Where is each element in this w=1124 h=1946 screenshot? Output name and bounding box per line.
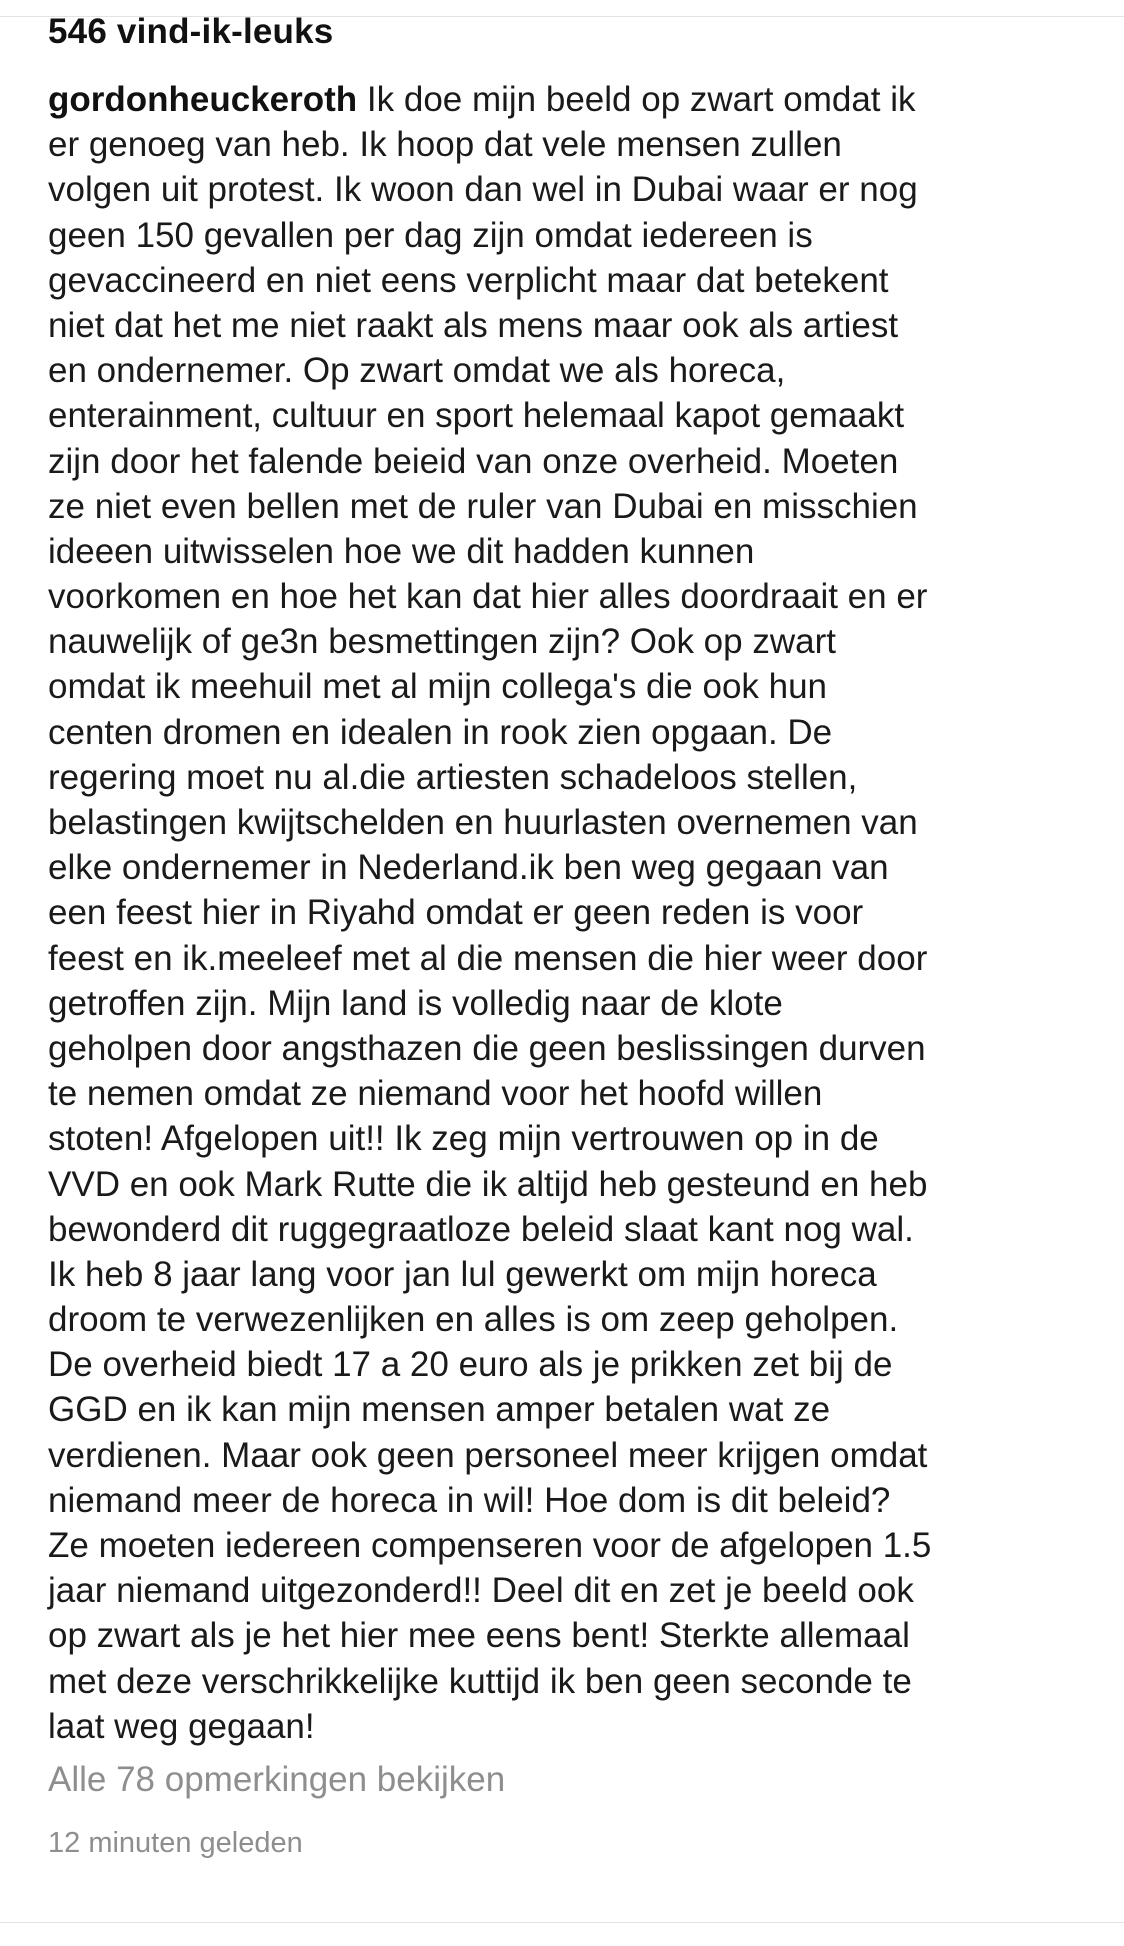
bottom-divider xyxy=(0,1922,1124,1923)
caption-line: getroffen zijn. Mijn land is volledig naar de klote xyxy=(48,983,783,1023)
caption-line: belastingen kwijtschelden en huurlasten overnemen van xyxy=(48,803,918,842)
caption-text: Ik doe mijn beeld op zwart omdat ik xyxy=(357,80,916,119)
caption-line: een feest hier in Riyahd omdat er geen reden is voor xyxy=(48,893,864,933)
caption-line: verdienen. Maar ook geen personeel meer krijgen omdat xyxy=(48,1435,928,1475)
post-caption xyxy=(48,77,1088,1749)
caption-line: De overheid biedt 17 a 20 euro als je prikken zet bij de xyxy=(48,1345,893,1385)
caption-line: voorkomen en hoe het kan dat hier alles doordraait en er xyxy=(48,577,928,617)
likes-count[interactable]: 546 vind-ik-leuks xyxy=(48,12,334,51)
username-link[interactable]: gordonheuckeroth xyxy=(48,80,358,119)
caption-line: ze niet even bellen met de ruler van Dubai en misschien xyxy=(48,486,918,526)
caption-line: laat weg gegaan! xyxy=(48,1706,315,1746)
caption-line: jaar niemand uitgezonderd!! Deel dit en zet je beeld ook xyxy=(48,1571,914,1611)
caption-line: te nemen omdat ze niemand voor het hoofd willen xyxy=(48,1074,823,1114)
caption-line: ideeen uitwisselen hoe we dit hadden kunnen xyxy=(48,531,755,571)
caption-line: enterainment, cultuur en sport helemaal kapot gemaakt xyxy=(48,396,905,436)
view-all-comments-link[interactable]: Alle 78 opmerkingen bekijken xyxy=(48,1760,506,1799)
caption-line: geholpen door angsthazen die geen beslissingen durven xyxy=(48,1028,926,1068)
caption-line: er genoeg van heb. Ik hoop dat vele mensen zullen xyxy=(48,125,842,165)
caption-line: gevaccineerd en niet eens verplicht maar dat betekent xyxy=(48,260,889,300)
post-timestamp: 12 minuten geleden xyxy=(48,1827,303,1859)
caption-line: niet dat het me niet raakt als mens maar ook als artiest xyxy=(48,305,899,345)
caption-line: Ik heb 8 jaar lang voor jan lul gewerkt om mijn horeca xyxy=(48,1254,877,1294)
caption-line: en ondernemer. Op zwart omdat we als horeca, xyxy=(48,351,786,391)
caption-line: GGD en ik kan mijn mensen amper betalen wat ze xyxy=(48,1390,831,1430)
caption-line: droom te verwezenlijken en alles is om zeep geholpen. xyxy=(48,1300,899,1340)
caption-line: op zwart als je het hier mee eens bent! Sterkte allemaal xyxy=(48,1616,910,1656)
caption-line: Ze moeten iedereen compenseren voor de afgelopen 1.5 xyxy=(48,1526,932,1565)
caption-line: nauwelijk of ge3n besmettingen zijn? Ook op zwart xyxy=(48,622,836,662)
caption-line: centen dromen en idealen in rook zien opgaan. De xyxy=(48,712,833,752)
caption-line: volgen uit protest. Ik woon dan wel in Dubai waar er nog xyxy=(48,170,918,210)
caption-line: omdat ik meehuil met al mijn collega's die ook hun xyxy=(48,667,828,707)
caption-line: geen 150 gevallen per dag zijn omdat iedereen is xyxy=(48,215,813,255)
caption-line: met deze verschrikkelijke kuttijd ik ben geen seconde te xyxy=(48,1661,912,1701)
caption-line: zijn door het falende beieid van onze overheid. Moeten xyxy=(48,441,899,481)
caption-line: elke ondernemer in Nederland.ik ben weg gegaan van xyxy=(48,848,889,888)
caption-line: regering moet nu al.die artiesten schadeloos stellen, xyxy=(48,757,858,797)
caption-line: VVD en ook Mark Rutte die ik altijd heb gesteund en heb xyxy=(48,1164,928,1204)
caption-line: feest en ik.meeleef met al die mensen die hier weer door xyxy=(48,938,928,978)
caption-line: bewonderd dit ruggegraatloze beleid slaat kant nog wal. xyxy=(48,1209,914,1249)
caption-line: niemand meer de horeca in wil! Hoe dom is dit beleid? xyxy=(48,1480,891,1520)
caption-line xyxy=(48,77,1088,122)
caption-line: stoten! Afgelopen uit!! Ik zeg mijn vertrouwen op in de xyxy=(48,1119,879,1159)
